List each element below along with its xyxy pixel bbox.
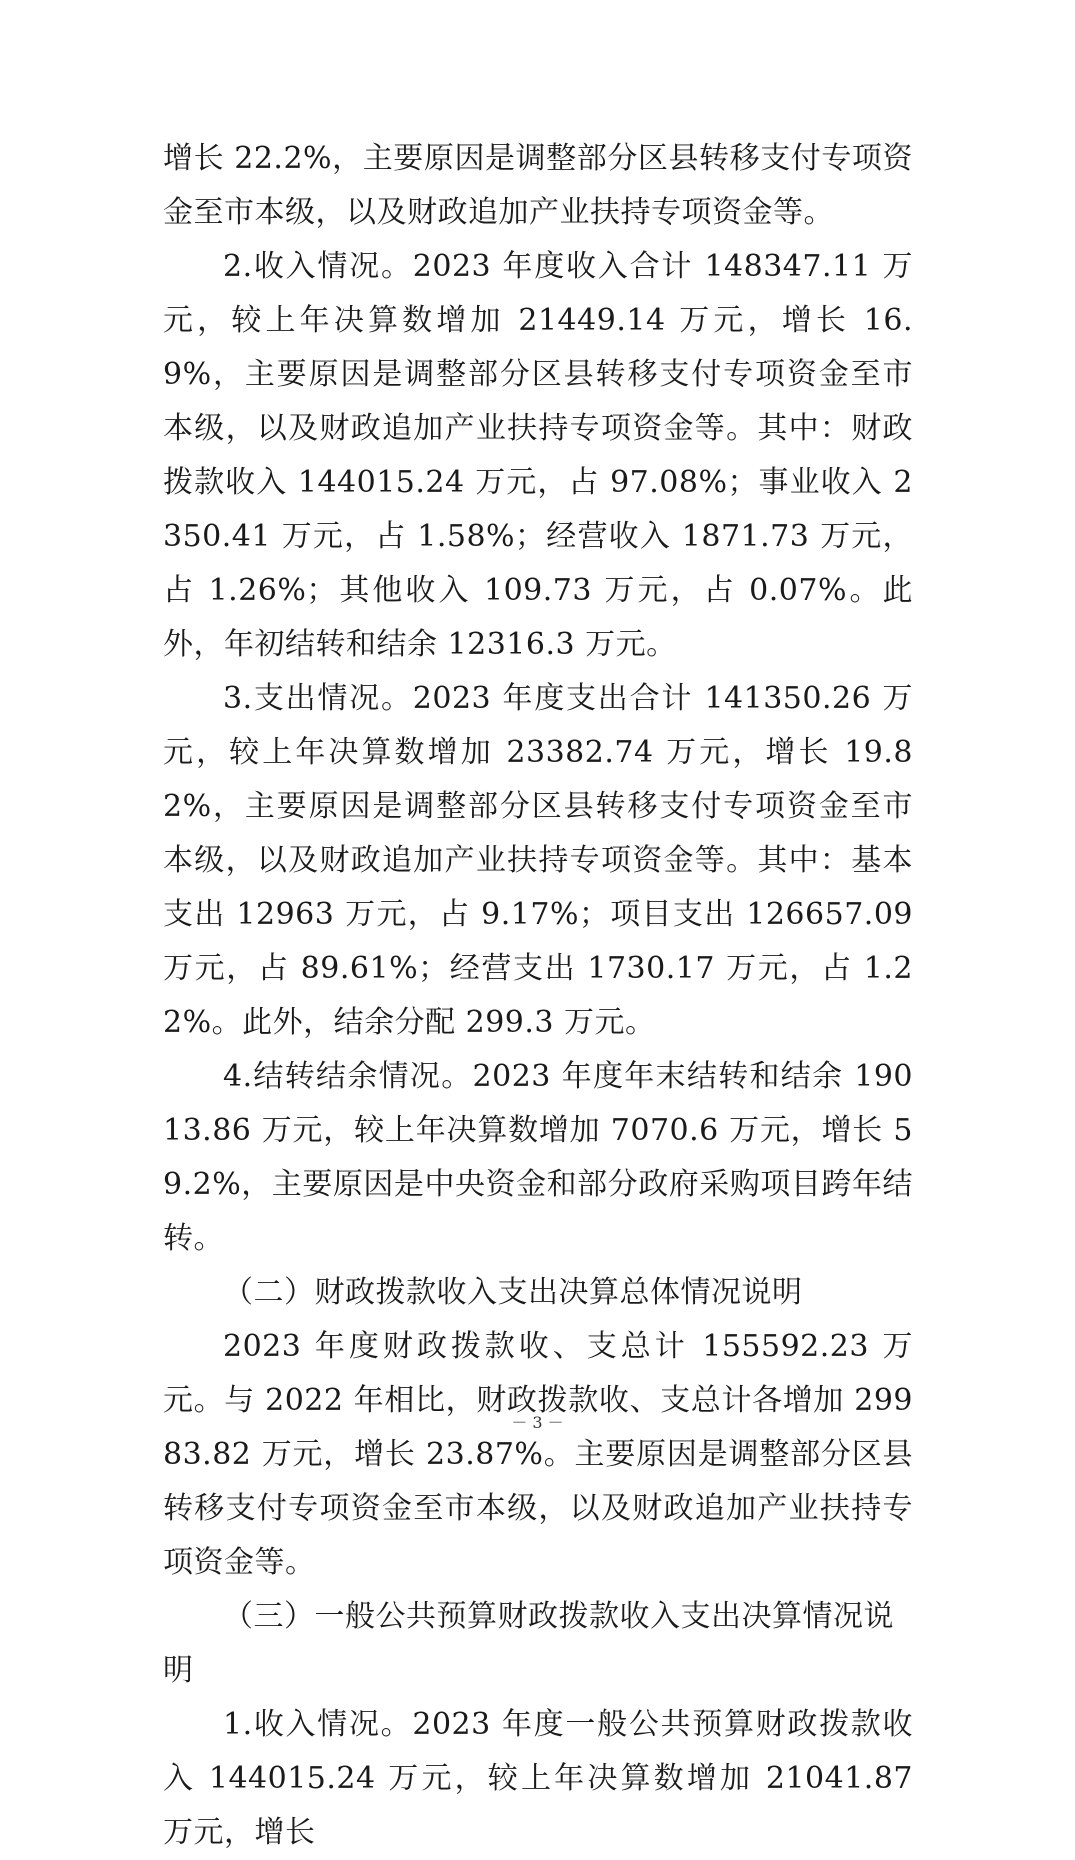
paragraph-carryover: 4.结转结余情况。2023 年度年末结转和结余 19013.86 万元，较上年决算数增加 7070.6 万元，增长 59.2%，主要原因是中央资金和部分政府采购项目跨年结转。 <box>163 1059 913 1256</box>
paragraph-expenditure: 3.支出情况。2023 年度支出合计 141350.26 万元，较上年决算数增加 23382.74 万元，增长 19.82%，主要原因是调整部分区县转移支付专项资金至市本级，以及财政追加产业扶持专项资金等。其中：基本支出 12963 万元，占 9.17%；项目支出 126657.09 万元，占 89.61%；经营支出 1730.17 万元，占 1.22%。此外，结余分配 299.3 万元。 <box>163 681 913 1040</box>
paragraph-continuation: 增长 22.2%，主要原因是调整部分区县转移支付专项资金至市本级，以及财政追加产业扶持专项资金等。 <box>163 141 913 230</box>
section-heading-2: （二）财政拨款收入支出决算总体情况说明 <box>223 1275 803 1310</box>
paragraph-fiscal-total: 2023 年度财政拨款收、支总计 155592.23 万元。与 2022 年相比，财政拨款收、支总计各增加 29983.82 万元，增长 23.87%。主要原因是调整部分区县转移支付专项资金至市本级，以及财政追加产业扶持专项资金等。 <box>163 1329 913 1580</box>
page-number: － 3 － <box>511 1413 564 1432</box>
paragraph-income: 2.收入情况。2023 年度收入合计 148347.11 万元，较上年决算数增加 21449.14 万元，增长 16.9%，主要原因是调整部分区县转移支付专项资金至市本级，以及财政追加产业扶持专项资金等。其中：财政拨款收入 144015.24 万元，占 97.08%；事业收入 2350.41 万元，占 1.58%；经营收入 1871.73 万元，占 1.26%；其他收入 109.73 万元，占 0.07%。此外，年初结转和结余 12316.3 万元。 <box>163 249 913 662</box>
paragraph-general-budget-income: 1.收入情况。2023 年度一般公共预算财政拨款收入 144015.24 万元，较上年决算数增加 21041.87 万元，增长 <box>163 1707 913 1850</box>
document-body <box>163 132 913 1860</box>
section-heading-3: （三）一般公共预算财政拨款收入支出决算情况说明 <box>163 1599 894 1688</box>
